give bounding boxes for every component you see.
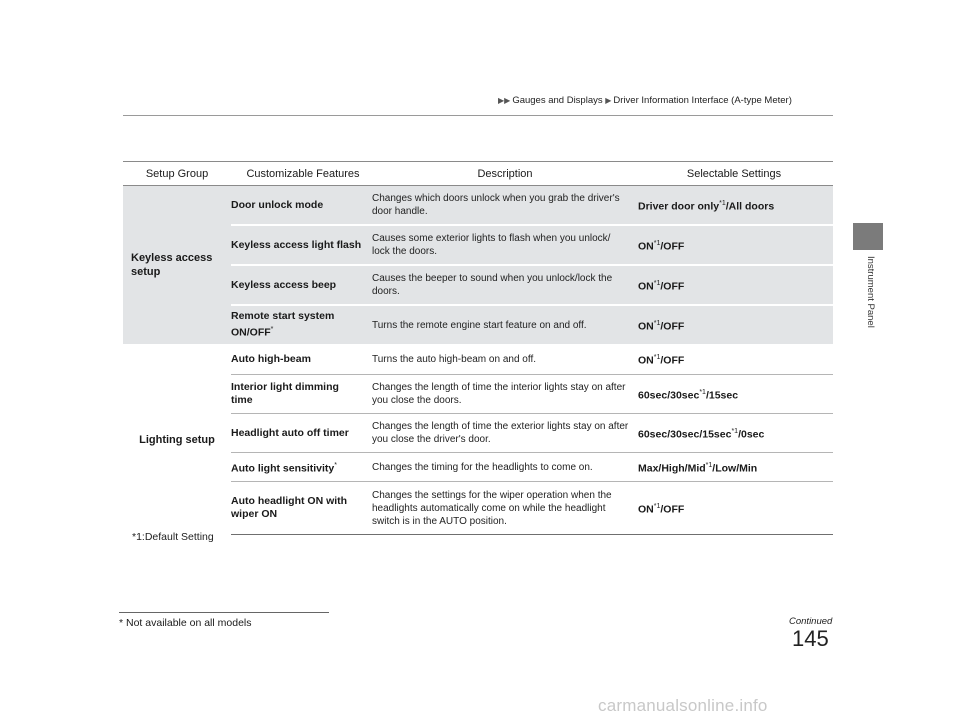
feature-settings: $60\sec/30\sec^{*1}/15\sec$	[638, 388, 739, 402]
header-setup-group: Setup Group	[145, 167, 209, 180]
table-row	[231, 226, 833, 266]
group-keyless-access	[123, 186, 833, 344]
table-row	[231, 344, 833, 375]
feature-settings: $60\sec/30\sec/15\sec^{*1}/0\sec$	[638, 427, 765, 441]
group-label: Keyless access setup	[131, 252, 213, 278]
feature-description: Changes which doors unlock when you grab the driver's door handle.	[372, 193, 620, 217]
breadcrumb-arrow-icon: ▶	[605, 96, 612, 105]
feature-name: Keyless access light flash	[231, 238, 362, 251]
default-setting-footnote: *1:Default Setting	[132, 531, 214, 543]
feature-description: Changes the settings for the wiper operation when the headlights automatically come on while the headlight switch is in the AUTO position.	[372, 489, 612, 527]
feature-name: Auto headlight ON with wiper ON	[231, 495, 348, 520]
feature-settings: ON$^{*1}$/OFF	[638, 319, 685, 333]
footnote-marker: *1	[653, 279, 661, 287]
table-row	[231, 306, 833, 344]
table-row	[231, 482, 833, 535]
feature-description: Causes some exterior lights to flash when you unlock/ lock the doors.	[372, 233, 611, 257]
watermark: carmanualsonline.info	[598, 696, 768, 715]
section-tab-marker	[853, 223, 883, 250]
footnote-marker: *1	[653, 353, 661, 361]
availability-note: * Not available on all models	[119, 612, 329, 632]
header-customizable-features: Customizable Features	[246, 167, 360, 180]
feature-description: Causes the beeper to sound when you unlock/lock the doors.	[372, 273, 613, 297]
feature-description: Changes the timing for the headlights to come on.	[372, 461, 593, 473]
feature-name: Interior light dimming time	[231, 381, 339, 406]
feature-description: Turns the remote engine start feature on and off.	[372, 319, 587, 331]
feature-description: Changes the length of time the exterior lights stay on after you close the driver's door.	[372, 421, 629, 445]
footnote-marker: *	[334, 461, 337, 469]
breadcrumb-arrow-icon: ▶▶	[498, 96, 511, 105]
footnote-marker: *1	[653, 502, 661, 510]
footnote-marker: *1	[653, 319, 661, 327]
feature-name: Auto light sensitivity*	[231, 461, 337, 475]
feature-settings: Driver door only$^{*1}$/All doors	[638, 199, 775, 213]
feature-settings: ON$^{*1}$/OFF	[638, 279, 685, 293]
footnote-marker: *	[270, 326, 274, 334]
breadcrumb	[498, 95, 792, 106]
feature-name: Door unlock mode	[231, 198, 324, 211]
header-description: Description	[477, 167, 533, 180]
feature-name: Auto high-beam	[231, 352, 311, 365]
group-lighting	[123, 344, 833, 535]
group-label: Lighting setup	[139, 433, 215, 446]
feature-settings: Max/High/Mid$^{*1}$/Low/Min	[638, 461, 758, 475]
breadcrumb-page: Driver Information Interface (A-type Meter)	[613, 95, 792, 106]
table-row	[231, 375, 833, 414]
breadcrumb-section: Gauges and Displays	[512, 95, 603, 106]
feature-description: Turns the auto high-beam on and off.	[372, 353, 536, 365]
feature-name: Headlight auto off timer	[231, 426, 349, 439]
footnote-marker: *1	[719, 199, 726, 207]
header-selectable-settings: Selectable Settings	[686, 167, 782, 180]
continued-label: Continued	[789, 616, 833, 627]
settings-table	[123, 161, 833, 535]
footnote-marker: *1	[731, 427, 739, 435]
footnote-marker: *1	[653, 239, 661, 247]
feature-settings: ON$^{*1}$/OFF	[638, 502, 685, 516]
side-section-label: Instrument Panel	[865, 256, 876, 328]
header-rule	[123, 115, 833, 116]
feature-settings: ON$^{*1}$/OFF	[638, 353, 685, 367]
feature-description: Changes the length of time the interior lights stay on after you close the doors.	[372, 382, 626, 406]
feature-settings: ON$^{*1}$/OFF	[638, 239, 685, 253]
feature-name: Remote start system ON/OFF*	[231, 310, 335, 339]
footnote-marker: *1	[699, 388, 706, 396]
feature-name: Keyless access beep	[231, 278, 337, 291]
footnote-marker: *1	[705, 461, 713, 469]
table-header	[123, 161, 833, 186]
table-row	[231, 186, 833, 226]
page-number: 145	[792, 626, 829, 651]
table-row	[231, 414, 833, 453]
table-row	[231, 266, 833, 306]
table-row	[231, 453, 833, 482]
